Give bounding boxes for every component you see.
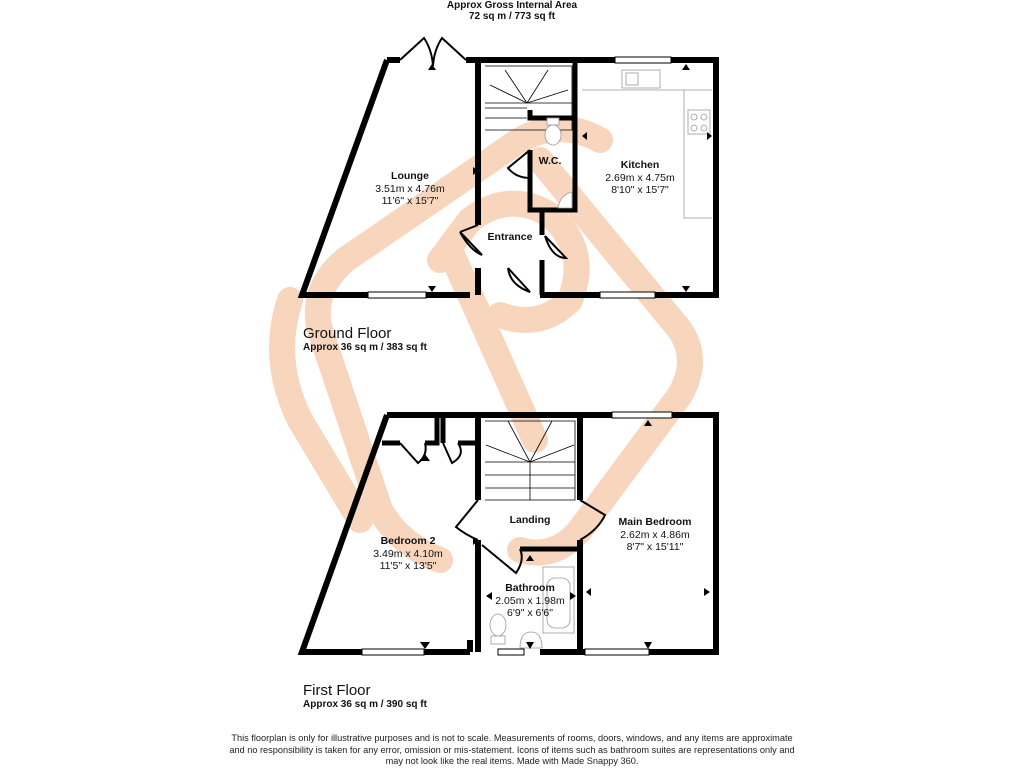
room-name: Entrance	[487, 231, 533, 243]
room-dims-imperial: 8'7" x 15'11"	[626, 541, 684, 553]
room-dims-imperial: 6'9" x 6'6"	[507, 607, 553, 619]
disclaimer	[200, 733, 824, 768]
room-name: Landing	[509, 514, 551, 526]
room-wc	[530, 155, 570, 168]
room-name: Kitchen	[620, 159, 660, 171]
room-dims-metric: 2.05m x 1.98m	[495, 594, 565, 607]
room-dims-imperial: 8'10" x 15'7"	[611, 184, 669, 196]
first-floor-caption	[303, 682, 427, 711]
floor-name: First Floor	[303, 682, 371, 699]
sink-icon	[558, 192, 572, 208]
disclaimer-line: and no responsibility is taken for any error, omission or mis-statement. Icons of items such as bathroom suites are representations only and	[229, 744, 795, 755]
room-landing	[500, 514, 560, 527]
disclaimer-line: This floorplan is only for illustrative purposes and is not to scale. Measurements of rooms, doors, windows, and any items are approximate	[231, 733, 793, 743]
room-name: Main Bedroom	[618, 516, 692, 528]
staircase-icon	[485, 421, 575, 500]
gross-area-title: Approx Gross Internal Area	[446, 0, 578, 11]
room-dims-imperial: 11'5" x 13'5"	[379, 560, 437, 572]
room-main-bedroom	[605, 516, 705, 554]
room-entrance	[480, 231, 540, 244]
room-lounge	[360, 170, 460, 208]
room-name: Bedroom 2	[380, 535, 436, 547]
room-bathroom	[488, 582, 572, 620]
room-dims-imperial: 11'6" x 15'7"	[381, 195, 439, 207]
floor-name: Ground Floor	[303, 325, 392, 342]
floor-area: Approx 36 sq m / 390 sq ft	[303, 699, 427, 710]
floor-area: Approx 36 sq m / 383 sq ft	[303, 342, 427, 353]
disclaimer-line: may not look like the real items. Made with Made Snappy 360.	[385, 756, 639, 766]
room-name: Bathroom	[505, 582, 555, 594]
room-name: W.C.	[538, 155, 562, 167]
hob-icon	[688, 110, 710, 134]
room-kitchen	[595, 159, 685, 197]
ground-floor-caption	[303, 325, 427, 354]
room-dims-metric: 3.49m x 4.10m	[373, 547, 443, 560]
toilet-icon	[545, 125, 561, 145]
room-dims-metric: 3.51m x 4.76m	[375, 182, 445, 195]
room-bedroom-2	[358, 535, 458, 573]
room-dims-metric: 2.69m x 4.75m	[605, 171, 675, 184]
room-name: Lounge	[391, 170, 429, 182]
room-dims-metric: 2.62m x 4.86m	[620, 528, 690, 541]
gross-area-value: 72 sq m / 773 sq ft	[468, 11, 556, 22]
